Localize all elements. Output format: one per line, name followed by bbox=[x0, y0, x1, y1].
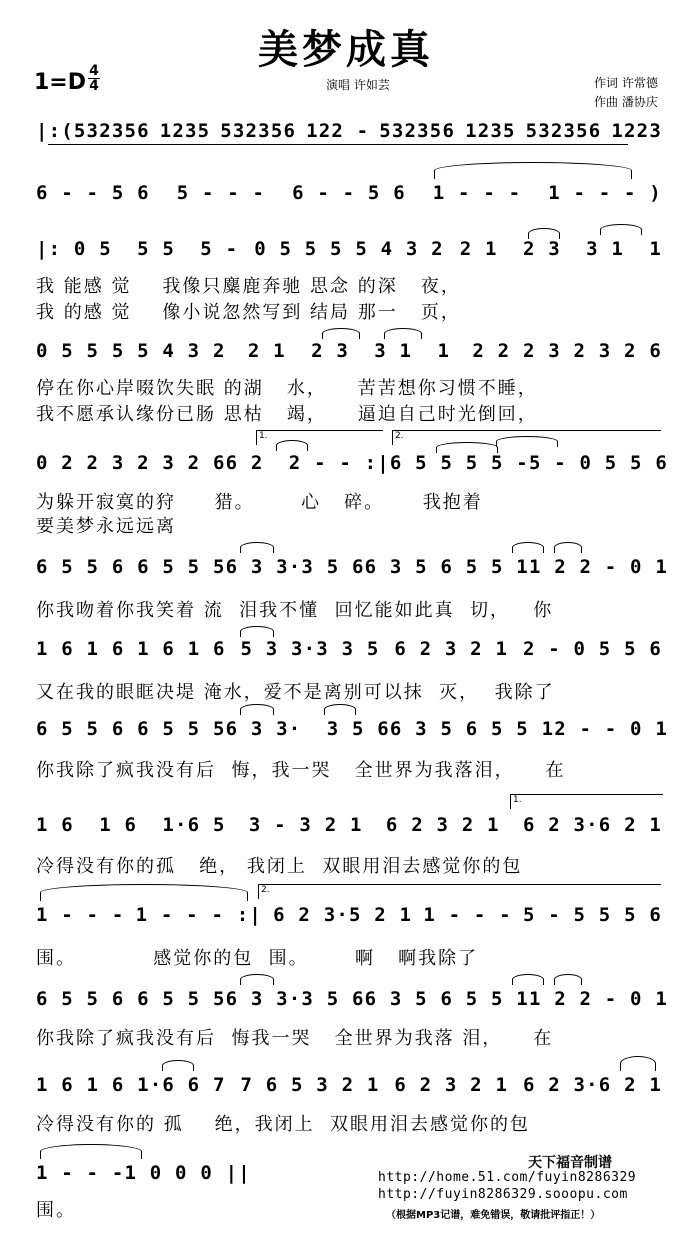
measure: 532356 bbox=[220, 120, 297, 142]
measure: 532356 bbox=[525, 120, 602, 142]
slur bbox=[240, 704, 274, 715]
measure: 6 2 3·6 2 1 bbox=[522, 814, 662, 836]
lyric-line: 你我除了疯我没有后 悔，我一哭 全世界为我落泪， 在 bbox=[36, 760, 566, 781]
notation-row-11 bbox=[36, 988, 668, 1010]
measure: 5 - - - bbox=[176, 182, 266, 204]
measure: 5 3 3·3 3 5 bbox=[240, 638, 380, 660]
notation-row-4 bbox=[36, 340, 662, 362]
slur bbox=[276, 440, 308, 451]
lyric-line: 围。 感觉你的包 围。 啊 啊我除了 bbox=[36, 948, 479, 969]
measure: 6 3 3·3 5 6 bbox=[225, 556, 365, 578]
notation-row-8 bbox=[36, 718, 668, 740]
lyric-line: 冷得没有你的 孤 绝，我闭上 双眼用泪去感觉你的包 bbox=[36, 1114, 531, 1135]
notation-row-2 bbox=[36, 182, 662, 204]
measure: 1 2 2 - 0 1 bbox=[528, 556, 668, 578]
key-signature: 1=D bbox=[34, 70, 87, 95]
measure: 1 - - - ) bbox=[548, 182, 662, 204]
measure: 2 1 2 3 3 1 1 bbox=[247, 340, 451, 362]
measure: 6 2 2 - - :| bbox=[225, 452, 390, 474]
measure: 1 6 1 6 1·6 5 bbox=[36, 814, 226, 836]
measure: 1 6 1 6 1 6 1 6 bbox=[36, 638, 226, 660]
transcription-note: （根据MP3记谱，难免错误，敬请批评指正！） bbox=[386, 1210, 601, 1221]
measure: 532356 bbox=[379, 120, 456, 142]
slur bbox=[324, 704, 356, 715]
measure: 6 2 3·6 2 1 bbox=[522, 1074, 662, 1096]
lyricist-credit: 作词 许常德 bbox=[594, 76, 658, 90]
measure: 1 - - - :| bbox=[135, 904, 263, 926]
fermata-slur bbox=[620, 1056, 656, 1071]
measure: 6 2 3 2 1 bbox=[394, 638, 509, 660]
measure: 2 - - 0 1 bbox=[554, 718, 668, 740]
measure: 6 - - 5 6 bbox=[292, 182, 406, 204]
tie bbox=[40, 1144, 142, 1159]
notation-row-7 bbox=[36, 638, 662, 660]
measure: 6 3 3· 3 5 6 bbox=[225, 718, 390, 740]
volta-2: 2. bbox=[258, 884, 661, 899]
slur bbox=[240, 542, 274, 553]
notation-row-5 bbox=[36, 452, 668, 474]
time-signature-top: 4 bbox=[89, 63, 99, 79]
measure: 1 - - - bbox=[36, 1162, 125, 1184]
publisher-brand: 天下福音制谱 bbox=[528, 1155, 612, 1171]
volta-1: 1. bbox=[510, 794, 663, 809]
lyric-line: 你我吻着你我笑着 流 泪我不懂 回忆能如此真 切， 你 bbox=[36, 600, 554, 621]
slur bbox=[600, 224, 642, 235]
measure: 6 5 5 6 6 5 5 5 bbox=[36, 988, 226, 1010]
measure: 6 3 5 6 5 5 1 bbox=[364, 556, 529, 578]
measure: 2 1 2 3 3 1 1 bbox=[459, 238, 662, 260]
lyric-verse1: 停在你心岸啜饮失眠 的湖 水， 苦苦想你习惯不睡， bbox=[36, 378, 538, 399]
measure: 1235 bbox=[159, 120, 211, 142]
measure: |: 0 5 5 5 5 - bbox=[36, 238, 239, 260]
measure: 6 5 5 5 5 - bbox=[389, 452, 529, 474]
lyric-verse1: 为躲开寂寞的狩 猎。 心 碎。 我抱着 bbox=[36, 492, 483, 513]
lyric-verse2: 我 的感 觉 像小说忽然写到 结局 那一 页， bbox=[36, 302, 461, 323]
lyric-line: 围。 bbox=[36, 1200, 76, 1221]
measure: 6 3 5 6 5 5 1 bbox=[364, 988, 529, 1010]
underline bbox=[48, 144, 628, 145]
slur bbox=[528, 228, 560, 239]
source-url-2: http://fuyin8286329.sooopu.com bbox=[378, 1187, 628, 1202]
measure: 6 2 3·5 2 1 bbox=[273, 904, 413, 926]
notation-row-3 bbox=[36, 238, 662, 260]
measure: 6 2 3 2 1 bbox=[385, 814, 500, 836]
slur bbox=[512, 974, 544, 985]
measure: 0 2 2 3 2 3 2 6 bbox=[36, 452, 226, 474]
time-signature bbox=[88, 64, 100, 93]
slur bbox=[162, 1060, 194, 1071]
measure: 6 5 5 6 6 5 5 5 bbox=[36, 556, 226, 578]
measure: 0 5 5 5 5 4 3 2 bbox=[254, 238, 444, 260]
notation-row-9 bbox=[36, 814, 662, 836]
lyric-verse2: 要美梦永远远离 bbox=[36, 516, 176, 537]
singer-credit: 演唱 许如芸 bbox=[326, 78, 390, 92]
lyric-line: 冷得没有你的孤 绝， 我闭上 双眼用泪去感觉你的包 bbox=[36, 856, 523, 877]
tie bbox=[434, 162, 632, 179]
measure: 5 - 0 5 5 6 bbox=[528, 452, 668, 474]
measure: |:(532356 bbox=[36, 120, 150, 142]
notation-row-12 bbox=[36, 1074, 662, 1096]
slur bbox=[240, 974, 274, 985]
page-title: 美梦成真 bbox=[258, 27, 434, 73]
measure: 122 - bbox=[306, 120, 370, 142]
notation-row-10 bbox=[36, 904, 662, 926]
slur bbox=[554, 542, 582, 553]
measure: 7 6 5 3 2 1 bbox=[240, 1074, 380, 1096]
measure: 6 - - 5 6 bbox=[36, 182, 150, 204]
notation-row-13 bbox=[36, 1162, 251, 1184]
source-url-1: http://home.51.com/fuyin8286329 bbox=[378, 1170, 637, 1185]
lyric-verse2: 我不愿承认缘份已肠 思枯 竭， 逼迫自己时光倒回， bbox=[36, 404, 538, 425]
measure: 6 3 3·3 5 6 bbox=[225, 988, 365, 1010]
measure: 1 - - - bbox=[423, 904, 512, 926]
lyric-line: 又在我的眼眶决堤 淹水，爱不是离别可以抹 灭， 我除了 bbox=[36, 682, 555, 703]
measure: 6 2 3 2 1 bbox=[394, 1074, 509, 1096]
slur bbox=[554, 974, 582, 985]
lyric-line: 你我除了疯我没有后 悔我一哭 全世界为我落 泪， 在 bbox=[36, 1028, 554, 1049]
volta-1: 1. bbox=[256, 430, 383, 445]
measure: 1 - - - bbox=[36, 904, 125, 926]
measure: 5 - 5 5 5 6 bbox=[522, 904, 662, 926]
notation-row-1 bbox=[36, 120, 662, 142]
measure: 6 5 5 6 6 5 5 5 bbox=[36, 718, 226, 740]
measure: 1 0 0 0 || bbox=[124, 1162, 251, 1184]
composer-credit: 作曲 潘协庆 bbox=[594, 95, 658, 109]
slur bbox=[384, 328, 422, 339]
measure: 2 - 0 5 5 6 bbox=[522, 638, 662, 660]
measure: 1 6 1 6 1·6 6 7 bbox=[36, 1074, 226, 1096]
measure: 3 - 3 2 1 bbox=[248, 814, 363, 836]
tie bbox=[40, 884, 248, 901]
notation-row-6 bbox=[36, 556, 668, 578]
measure: 6 3 5 6 5 5 1 bbox=[389, 718, 555, 740]
volta-2: 2. bbox=[392, 430, 661, 445]
measure: 1223 bbox=[611, 120, 662, 142]
slur bbox=[512, 542, 544, 553]
measure: 2 2 2 3 2 3 2 6 bbox=[472, 340, 662, 362]
slur bbox=[496, 436, 558, 447]
time-signature-bottom: 4 bbox=[89, 78, 99, 94]
slur bbox=[240, 626, 274, 637]
measure: 0 5 5 5 5 4 3 2 bbox=[36, 340, 226, 362]
measure: 1 2 2 - 0 1 bbox=[528, 988, 668, 1010]
lyric-verse1: 我 能感 觉 我像只麋鹿奔驰 思念 的深 夜， bbox=[36, 276, 461, 297]
measure: 1 - - - bbox=[432, 182, 522, 204]
measure: 1235 bbox=[465, 120, 516, 142]
slur bbox=[322, 328, 360, 339]
